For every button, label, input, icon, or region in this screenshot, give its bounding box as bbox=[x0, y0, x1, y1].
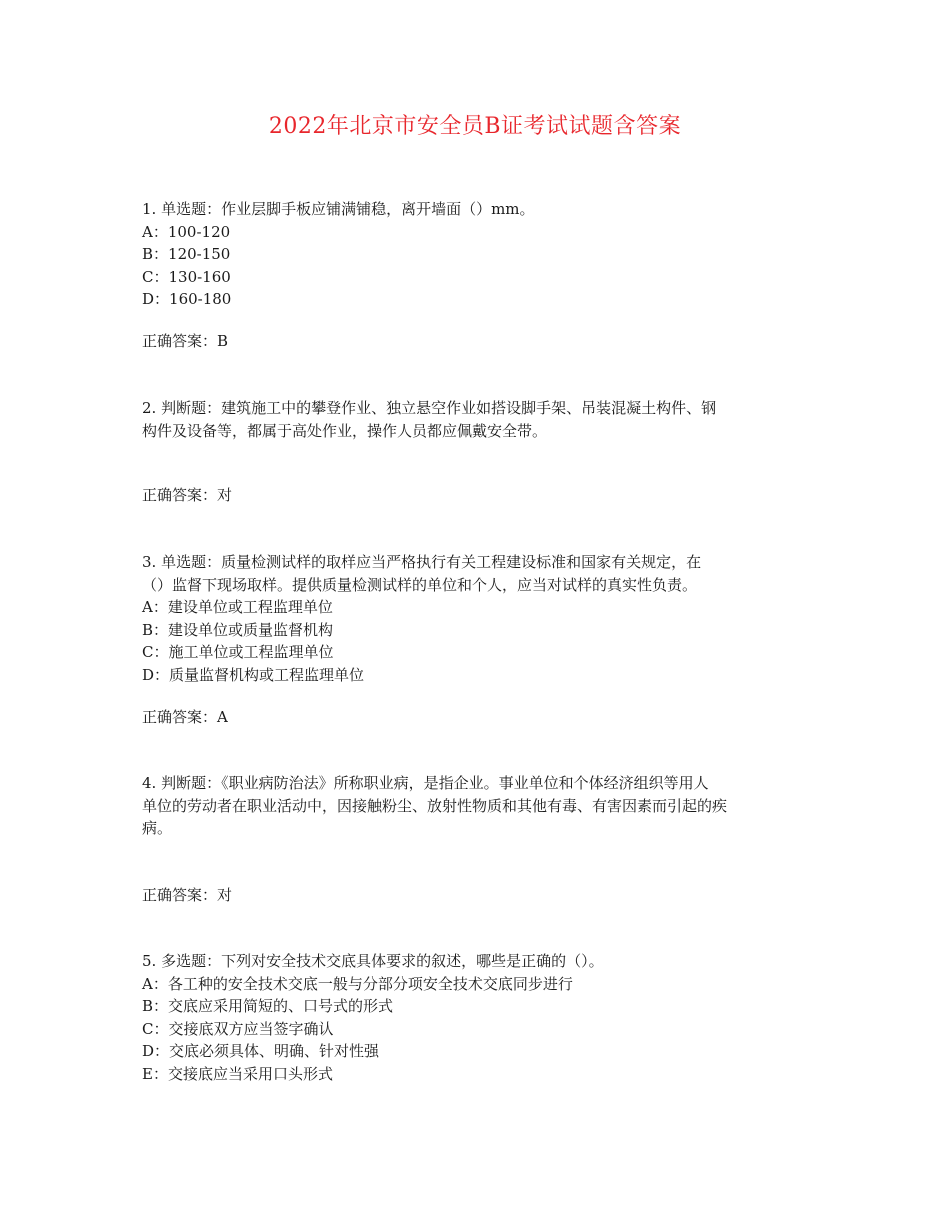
option-a: A：100-120 bbox=[142, 222, 231, 241]
correct-answer: 正确答案：对 bbox=[142, 886, 233, 904]
option-a: A：各工种的安全技术交底一般与分部分项安全技术交底同步进行 bbox=[142, 974, 573, 993]
option-d: D：160-180 bbox=[142, 290, 232, 308]
question-stem: 1. 单选题：作业层脚手板应铺满铺稳，离开墙面（）mm。 bbox=[142, 200, 535, 218]
correct-answer: 正确答案：A bbox=[142, 708, 228, 726]
question-stem-line-1: 2. 判断题：建筑施工中的攀登作业、独立悬空作业如搭设脚手架、吊装混凝土构件、钢 bbox=[142, 399, 717, 417]
answer-4 bbox=[142, 884, 822, 907]
answer-3 bbox=[142, 706, 822, 729]
answer-1 bbox=[142, 330, 822, 353]
document-title: 2022年北京市安全员B证考试试题含答案 bbox=[268, 114, 682, 139]
question-1 bbox=[142, 198, 822, 311]
option-b: B：建设单位或质量监督机构 bbox=[142, 620, 334, 639]
question-stem-line-2: 构件及设备等，都属于高处作业，操作人员都应佩戴安全带。 bbox=[142, 421, 548, 440]
option-e: E：交接底应当采用口头形式 bbox=[142, 1064, 333, 1083]
question-stem-line-2: （）监督下现场取样。提供质量检测试样的单位和个人，应当对试样的真实性负责。 bbox=[142, 575, 698, 594]
option-b: B：120-150 bbox=[142, 245, 231, 263]
question-2 bbox=[142, 397, 822, 442]
option-a: A：建设单位或工程监理单位 bbox=[142, 598, 333, 616]
option-c: C：交接底双方应当签字确认 bbox=[142, 1019, 334, 1038]
option-b: B：交底应采用简短的、口号式的形式 bbox=[142, 997, 394, 1015]
option-c: C：130-160 bbox=[142, 267, 231, 286]
correct-answer: 正确答案：B bbox=[142, 332, 229, 350]
question-stem-line-1: 3. 单选题：质量检测试样的取样应当严格执行有关工程建设标准和国家有关规定，在 bbox=[142, 553, 702, 571]
option-d: D：交底必须具体、明确、针对性强 bbox=[142, 1042, 380, 1060]
question-stem-line-2: 单位的劳动者在职业活动中，因接触粉尘、放射性物质和其他有毒、有害因素而引起的疾 bbox=[142, 796, 728, 815]
question-stem-line-1: 4. 判断题：《职业病防治法》所称职业病，是指企业。事业单位和个体经济组织等用人 bbox=[142, 774, 709, 792]
question-3 bbox=[142, 551, 822, 686]
option-c: C：施工单位或工程监理单位 bbox=[142, 643, 334, 661]
question-stem: 5. 多选题：下列对安全技术交底具体要求的叙述，哪些是正确的（）。 bbox=[142, 952, 604, 970]
answer-2 bbox=[142, 484, 822, 507]
question-5 bbox=[142, 950, 822, 1085]
question-stem-line-3: 病。 bbox=[142, 819, 173, 837]
correct-answer: 正确答案：对 bbox=[142, 486, 233, 504]
option-d: D：质量监督机构或工程监理单位 bbox=[142, 665, 365, 684]
question-4 bbox=[142, 772, 822, 840]
